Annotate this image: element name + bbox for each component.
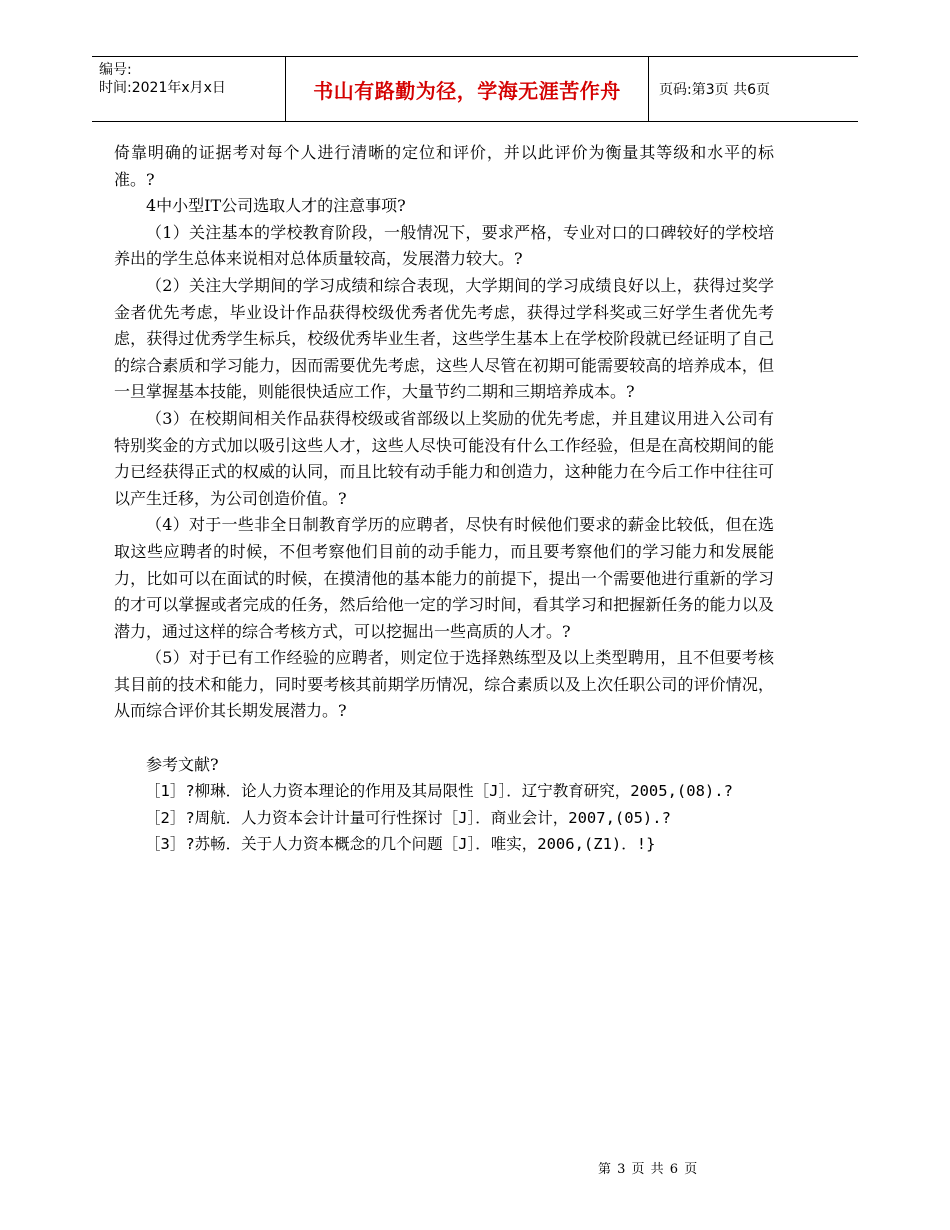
reference-item: ［2］?周航．人力资本会计计量可行性探讨［J］．商业会计，2007,(05).? [145, 808, 671, 827]
page-footer-number: 第 3 页 共 6 页 [598, 1162, 699, 1177]
reference-item: ［3］?苏畅．关于人力资本概念的几个问题［J］．唯实，2006,(Z1)．!} [145, 835, 656, 854]
body-paragraph: （2）关注大学期间的学习成绩和综合表现，大学期间的学习成绩良好以上，获得过奖学金者优先考虑，毕业设计作品获得校级优秀者优先考虑，获得过学科奖或三好学生者优先考虑，获得过优秀学生标兵，校级优秀毕业生者，这些学生基本上在学校阶段就已经证明了自己的综合素质和学习能力，因而需要优先考虑，这些人尽管在初期可能需要较高的培养成本，但一旦掌握基本技能，则能很快适应工作，大量节约二期和三期培养成本。? [114, 275, 774, 402]
references-title: 参考文献? [146, 754, 219, 774]
body-paragraph: （4）对于一些非全日制教育学历的应聘者，尽快有时候他们要求的薪金比较低，但在选取这些应聘者的时候，不但考察他们目前的动手能力，而且要考察他们的学习能力和发展能力，比如可以在面试的时候，在摸清他的基本能力的前提下，提出一个需要他进行重新的学习的才可以掌握或者完成的任务，然后给他一定的学习时间，看其学习和把握新任务的能力以及潜力，通过这样的综合考核方式，可以挖掘出一些高质的人才。? [114, 515, 774, 641]
document-header [92, 56, 858, 122]
body-paragraph: （3）在校期间相关作品获得校级或省部级以上奖励的优先考虑，并且建议用进入公司有特别奖金的方式加以吸引这些人才，这些人尽快可能没有什么工作经验，但是在高校期间的能力已经获得正式的权威的认同，而且比较有动手能力和创造力，这种能力在今后工作中往往可以产生迁移，为公司创造价值。? [114, 408, 774, 508]
document-body [114, 140, 774, 858]
body-paragraph: （1）关注基本的学校教育阶段，一般情况下，要求严格，专业对口的口碑较好的学校培养出的学生总体来说相对总体质量较高，发展潜力较大。? [114, 222, 774, 269]
body-paragraph: （5）对于已有工作经验的应聘者，则定位于选择熟练型及以上类型聘用，且不但要考核其目前的技术和能力，同时要考核其前期学历情况，综合素质以及上次任职公司的评价情况，从而综合评价其长期发展潜力。? [114, 648, 774, 721]
section-heading: 4中小型IT公司选取人才的注意事项? [146, 196, 406, 216]
header-page-info: 页码:第3页 共6页 [659, 82, 770, 98]
body-paragraph: 倚靠明确的证据考对每个人进行清晰的定位和评价，并以此评价为衡量其等级和水平的标准。? [114, 143, 774, 189]
reference-item: ［1］?柳琳．论人力资本理论的作用及其局限性［J］．辽宁教育研究，2005,(08).? [145, 782, 733, 801]
document-time-label: 时间:2021年x月x日 [99, 80, 226, 96]
header-motto-cell [285, 57, 649, 121]
header-meta [92, 57, 285, 121]
document-number-label: 编号: [99, 62, 132, 78]
blank-line [114, 725, 774, 752]
header-motto: 书山有路勤为径，学海无涯苦作舟 [313, 78, 621, 103]
header-page-info-cell [649, 57, 858, 121]
